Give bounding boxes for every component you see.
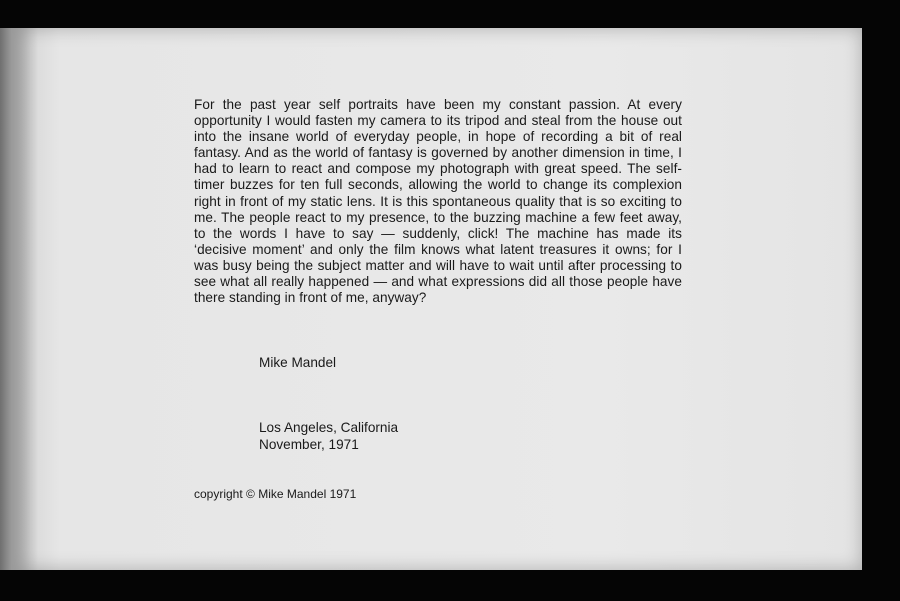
location-city: Los Angeles, California <box>259 420 399 435</box>
essay-paragraph: For the past year self portraits have been my constant passion. At every opportunity I would fasten my camera to its tripod and steal from the house out into the insane world of everyday people, in hope of recording a bit of real fantasy. And as the world of fantasy is governed by another dimension in time, I had to learn to react and compose my photograph with great speed. The self-timer buzzes for ten full seconds, allowing the world to change its complexion right in front of my static lens. It is this spontaneous quality that is so exciting to me. The people react to my presence, to the buzzing machine a few feet away, to the words I have to say — suddenly, click! The machine has made its ‘decisive moment’ and only the film knows what latent treasures it owns; for I was busy being the subject matter and will have to wait until after processing to see what all really happened — and what expressions did all those people have there standing in front of me, anyway? <box>194 97 682 306</box>
place-and-date <box>259 420 398 453</box>
author-signature: Mike Mandel <box>259 355 337 370</box>
book-gutter <box>0 28 38 570</box>
location-date: November, 1971 <box>259 436 359 452</box>
copyright-notice: copyright © Mike Mandel 1971 <box>194 487 357 501</box>
